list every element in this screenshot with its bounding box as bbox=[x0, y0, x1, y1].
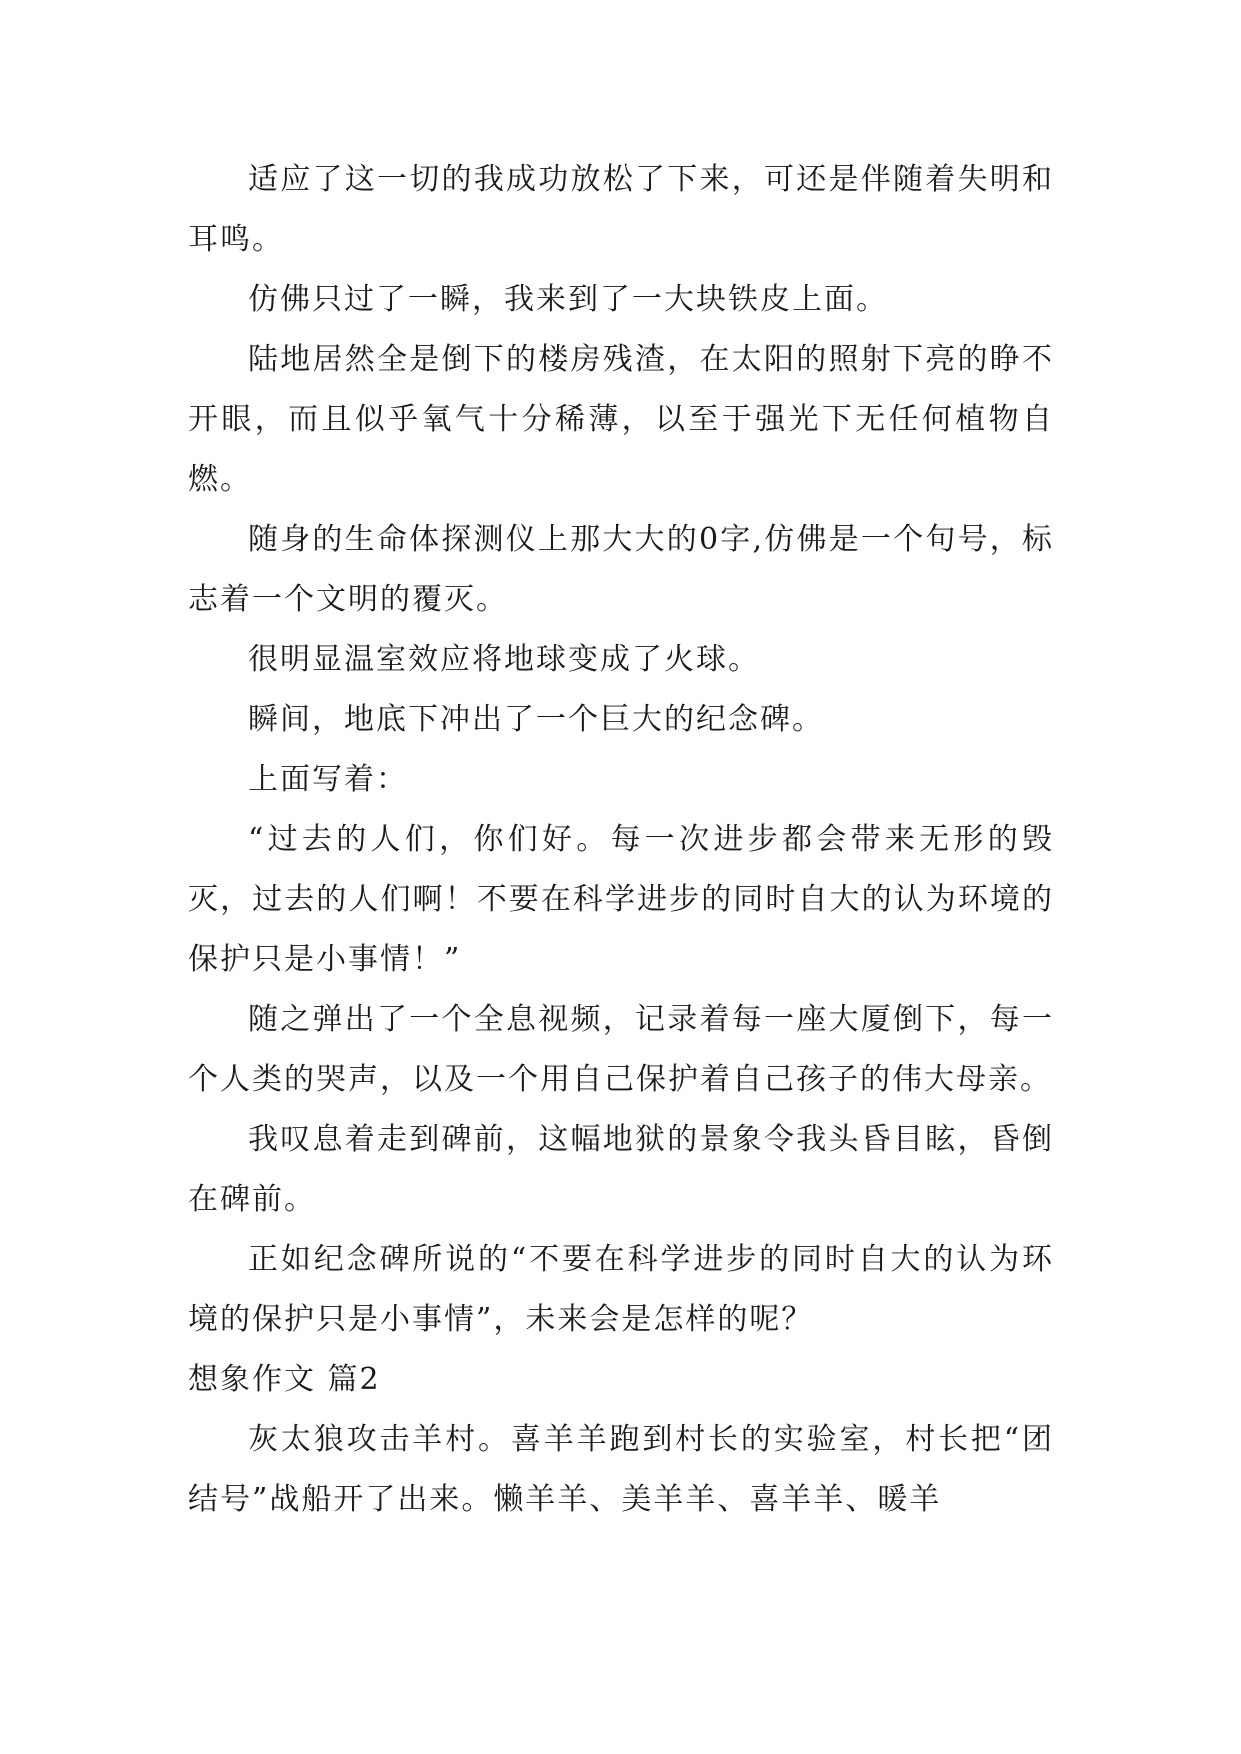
paragraph-4: 随身的生命体探测仪上那大大的0字,仿佛是一个句号，标志着一个文明的覆灭。 bbox=[188, 522, 1054, 617]
paragraph-2: 仿佛只过了一瞬，我来到了一大块铁皮上面。 bbox=[248, 282, 888, 317]
section2-paragraph-1: 灰太狼攻击羊村。喜羊羊跑到村长的实验室，村长把“团结号”战船开了出来。懒羊羊、美羊羊、喜羊羊、暖羊 bbox=[188, 1422, 1054, 1517]
paragraph-10: 我叹息着走到碑前，这幅地狱的景象令我头昏目眩，昏倒在碑前。 bbox=[188, 1122, 1054, 1217]
paragraph-7: 上面写着： bbox=[248, 762, 408, 797]
document-page bbox=[188, 150, 1054, 1530]
section-heading: 想象作文 篇2 bbox=[188, 1362, 381, 1397]
paragraph-6: 瞬间，地底下冲出了一个巨大的纪念碑。 bbox=[248, 702, 824, 737]
paragraph-3: 陆地居然全是倒下的楼房残渣，在太阳的照射下亮的睁不开眼，而且似乎氧气十分稀薄，以至于强光下无任何植物自燃。 bbox=[188, 342, 1054, 497]
paragraph-5: 很明显温室效应将地球变成了火球。 bbox=[248, 642, 760, 677]
paragraph-1: 适应了这一切的我成功放松了下来，可还是伴随着失明和耳鸣。 bbox=[188, 162, 1054, 257]
paragraph-11: 正如纪念碑所说的“不要在科学进步的同时自大的认为环境的保护只是小事情”，未来会是怎样的呢？ bbox=[188, 1242, 1054, 1337]
paragraph-8: “过去的人们，你们好。每一次进步都会带来无形的毁灭，过去的人们啊！不要在科学进步的同时自大的认为环境的保护只是小事情！” bbox=[188, 822, 1054, 977]
paragraph-9: 随之弹出了一个全息视频，记录着每一座大厦倒下，每一个人类的哭声，以及一个用自己保护着自己孩子的伟大母亲。 bbox=[188, 1002, 1054, 1097]
